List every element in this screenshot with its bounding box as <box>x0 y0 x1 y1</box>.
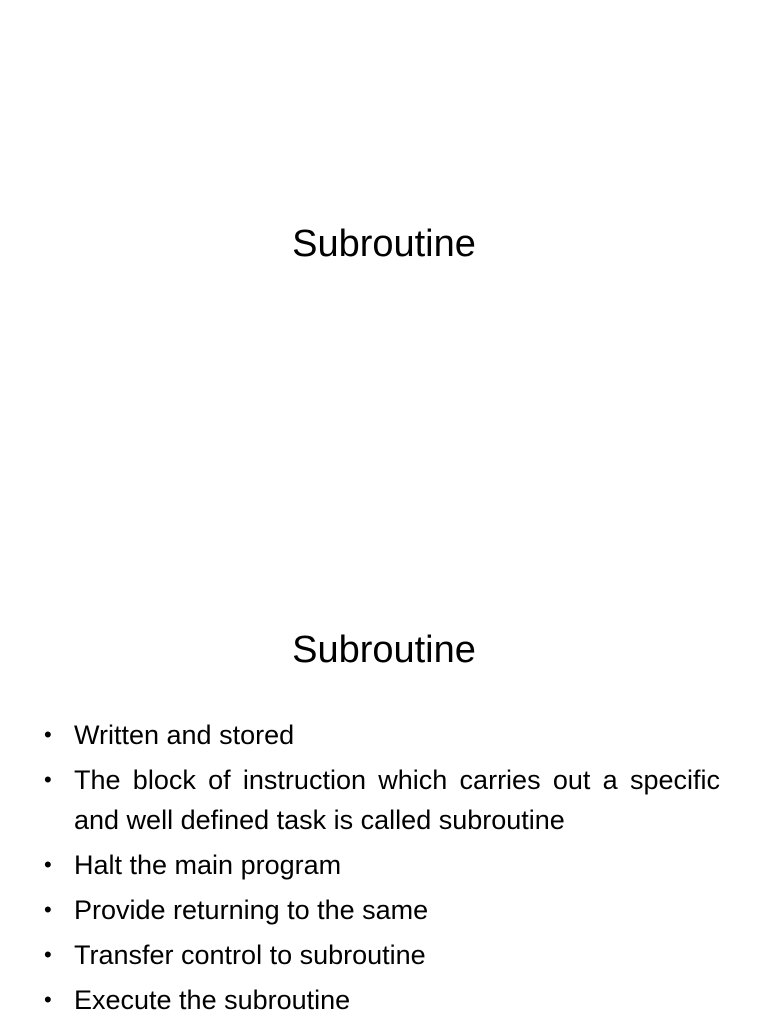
slide-title: Subroutine <box>292 223 476 265</box>
bullet-item <box>44 845 720 885</box>
bullet-dot-icon: • <box>44 852 52 877</box>
bullet-list <box>44 715 720 1025</box>
bullet-item <box>44 980 720 1020</box>
bullet-dot-icon: • <box>44 897 52 922</box>
bullet-dot-icon: • <box>44 722 52 747</box>
bullet-dot-icon: • <box>44 767 52 792</box>
bullet-text: The block of instruction which carries out a specific and well defined task is called subroutine <box>74 765 720 835</box>
bullet-text: Provide returning to the same <box>74 895 429 925</box>
bullet-text: Halt the main program <box>74 850 342 880</box>
bullet-text: Execute the subroutine <box>74 985 351 1015</box>
bullet-item <box>44 935 720 975</box>
slide-title: Subroutine <box>292 629 476 671</box>
content-slide <box>0 512 768 1024</box>
title-slide <box>0 0 768 512</box>
bullet-dot-icon: • <box>44 987 52 1012</box>
bullet-item <box>44 890 720 930</box>
bullet-item <box>44 715 720 755</box>
bullet-text: Transfer control to subroutine <box>74 940 426 970</box>
bullet-text: Written and stored <box>74 720 295 750</box>
bullet-item <box>44 760 720 840</box>
bullet-dot-icon: • <box>44 942 52 967</box>
